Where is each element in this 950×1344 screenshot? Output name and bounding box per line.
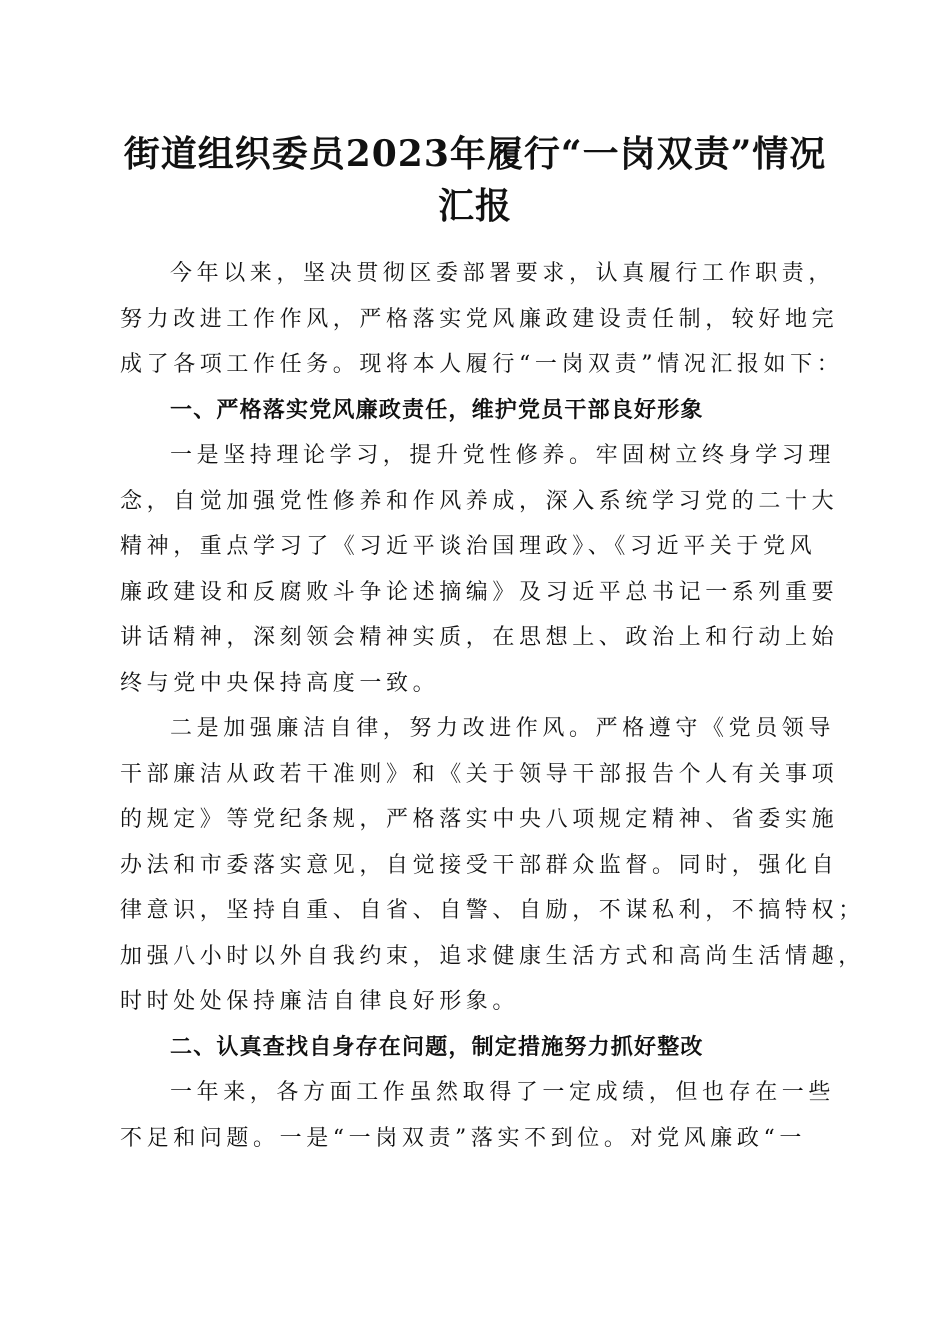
paragraph-line: 成了各项工作任务。现将本人履行“一岗双责”情况汇报如下：: [120, 352, 844, 377]
paragraph-line: 讲话精神，深刻领会精神实质，在思想上、政治上和行动上始: [120, 625, 839, 650]
paragraph-line: 律意识，坚持自重、自省、自警、自励，不谋私利，不搞特权；: [120, 898, 865, 923]
paragraph-line: 今年以来，坚决贯彻区委部署要求，认真履行工作职责，: [170, 261, 836, 286]
paragraph-line: 努力改进工作作风，严格落实党风廉政建设责任制，较好地完: [120, 306, 839, 332]
paragraph-line: 终与党中央保持高度一致。: [120, 670, 440, 696]
section-heading-1: 一、严格落实党风廉政责任，维护党员干部良好形象: [170, 397, 704, 423]
paragraph-line: 办法和市委落实意见，自觉接受干部群众监督。同时，强化自: [120, 852, 839, 878]
paragraph-line: 干部廉洁从政若干准则》和《关于领导干部报告个人有关事项: [120, 761, 839, 787]
paragraph-line: 一年来，各方面工作虽然取得了一定成绩，但也存在一些: [170, 1080, 836, 1105]
title-line-1: 街道组织委员2023年履行“一岗双责”情况: [123, 133, 827, 175]
paragraph-line: 念，自觉加强党性修养和作风养成，深入系统学习党的二十大: [120, 488, 839, 514]
title-line-2: 汇报: [437, 185, 512, 227]
section-heading-2: 二、认真查找自身存在问题，制定措施努力抓好整改: [170, 1034, 704, 1060]
paragraph-line: 一是坚持理论学习，提升党性修养。牢固树立终身学习理: [170, 443, 836, 468]
paragraph-line: 不足和问题。一是“一岗双责”落实不到位。对党风廉政“一: [120, 1125, 806, 1151]
document-body: [120, 251, 865, 1161]
paragraph-line: 的规定》等党纪条规，严格落实中央八项规定精神、省委实施: [120, 807, 839, 832]
paragraph-line: 廉政建设和反腐败斗争论述摘编》及习近平总书记一系列重要: [120, 579, 839, 605]
paragraph-line: 二是加强廉洁自律，努力改进作风。严格遵守《党员领导: [170, 716, 836, 741]
document-title: [100, 128, 850, 232]
paragraph-line: 时时处处保持廉洁自律良好形象。: [120, 989, 520, 1014]
paragraph-line: 精神，重点学习了《习近平谈治国理政》、《习近平关于党风: [120, 534, 817, 559]
paragraph-line: 加强八小时以外自我约束，追求健康生活方式和高尚生活情趣，: [120, 943, 865, 969]
